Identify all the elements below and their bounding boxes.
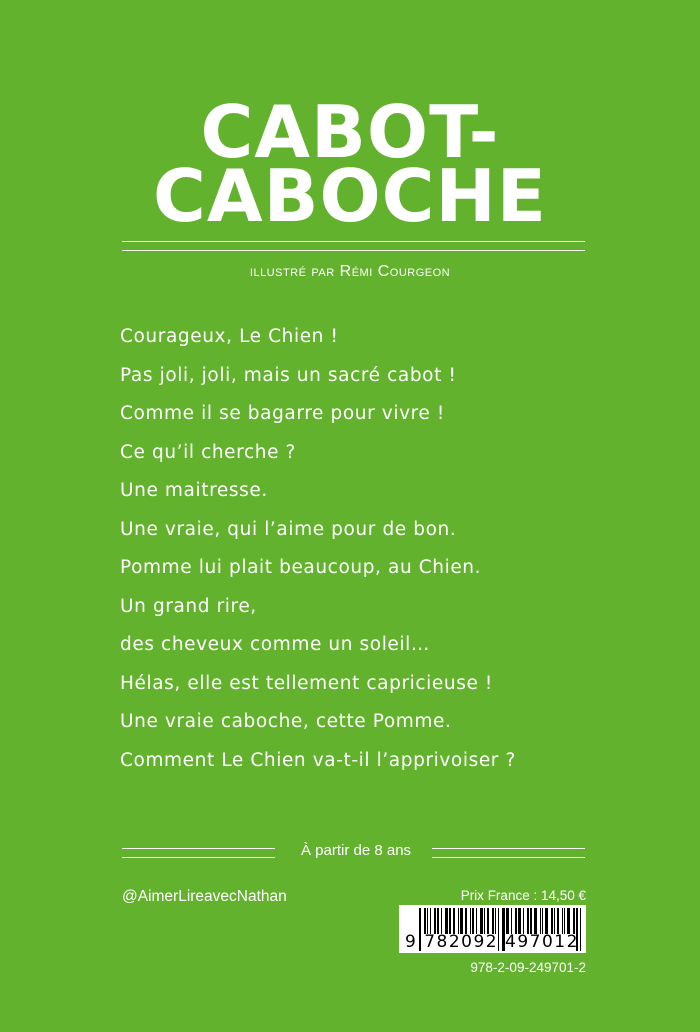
barcode-bar [530, 908, 532, 934]
blurb-line: Une vraie, qui l’aime pour de bon. [120, 518, 457, 540]
barcode-bar [527, 908, 529, 934]
barcode-bar [580, 908, 581, 951]
barcode-bar [487, 908, 489, 934]
barcode-bar [492, 908, 494, 934]
barcode-bar [573, 908, 575, 934]
title-line-1: CABOT- [200, 90, 500, 174]
barcode-bar [472, 908, 474, 934]
barcode-bar [458, 908, 459, 934]
barcode-bar [480, 908, 483, 934]
barcode-bar [545, 908, 548, 934]
barcode-bar [540, 908, 541, 934]
blurb-line: Pomme lui plait beaucoup, au Chien. [120, 557, 482, 578]
isbn: 978-2-09-249701-2 [470, 960, 586, 975]
barcode-bar [465, 908, 467, 934]
price: Prix France : 14,50 € [460, 888, 586, 903]
blurb-line: Un grand rire, [120, 595, 257, 617]
barcode-bar [449, 908, 451, 934]
blurb-line: Comment Le Chien va-t-il l’apprivoiser ? [120, 749, 516, 771]
blurb [120, 322, 516, 784]
barcode-bar [441, 908, 442, 934]
blurb-line: des cheveux comme un soleil… [120, 634, 430, 655]
barcode-bar [557, 908, 559, 934]
barcode-bar [542, 908, 543, 934]
barcode-bar [523, 908, 524, 934]
barcode-digits: 9 782092 497012 [405, 932, 579, 952]
barcode-bar [518, 908, 521, 934]
barcode-bar [427, 908, 428, 934]
barcode-bar [495, 908, 496, 934]
blurb-line: Hélas, elle est tellement capricieuse ! [120, 672, 493, 694]
barcode-bar [562, 908, 563, 934]
barcode-bar [476, 908, 477, 934]
barcode-bar [434, 908, 436, 934]
blurb-line: Courageux, Le Chien ! [120, 326, 339, 347]
barcode-bar [424, 908, 426, 934]
barcode-bar [460, 908, 463, 934]
blurb-line: Ce qu’il cherche ? [120, 441, 296, 463]
title-divider [122, 241, 585, 251]
barcode-bar [534, 908, 537, 934]
barcode-bar [430, 908, 431, 934]
barcode-bar [506, 908, 509, 934]
age-divider-right [432, 848, 585, 858]
blurb-line: Une vraie caboche, cette Pomme. [120, 711, 452, 732]
barcode-bar [554, 908, 555, 934]
barcode-bar [551, 908, 553, 934]
illustrator-credit: illustré par Rémi Courgeon [249, 263, 451, 280]
barcode-bar [445, 908, 448, 934]
blurb-line: Comme il se bagarre pour vivre ! [120, 403, 445, 424]
barcode [399, 905, 586, 953]
social-handle: @AimerLireavecNathan [122, 888, 287, 905]
barcode-bar [564, 908, 565, 934]
barcode-bar [453, 908, 455, 934]
age-divider-left [122, 848, 275, 858]
barcode-bar [470, 908, 471, 934]
title-line-2: CABOCHE [153, 154, 547, 238]
barcode-bar [567, 908, 570, 934]
blurb-line: Pas joli, joli, mais un sacré cabot ! [120, 364, 457, 386]
age-range: À partir de 8 ans [300, 842, 412, 859]
barcode-bar [511, 908, 512, 934]
barcode-bar [515, 908, 517, 934]
blurb-line: Une maitresse. [120, 480, 268, 501]
barcode-bar [484, 908, 485, 934]
barcode-bar [437, 908, 439, 934]
